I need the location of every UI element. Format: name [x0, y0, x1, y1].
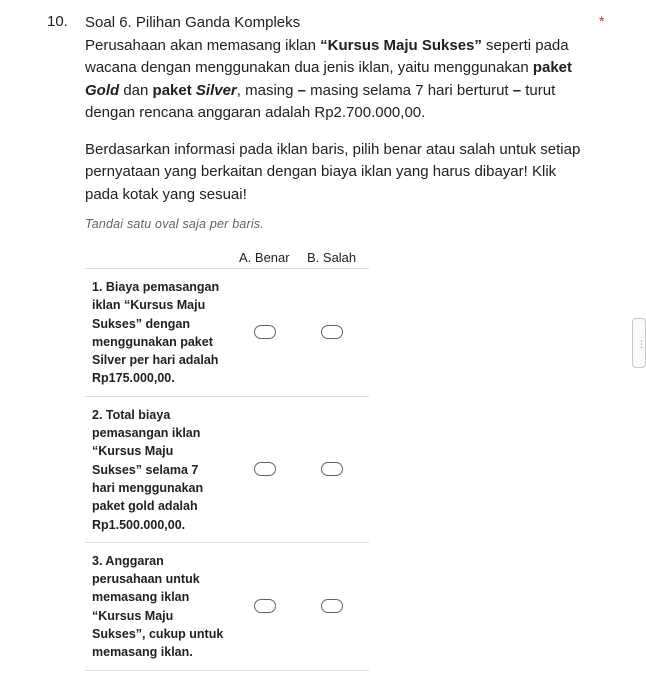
- dots-vertical-icon: ⋮: [637, 339, 646, 349]
- column-header-benar: A. Benar: [239, 250, 290, 265]
- paragraph-run: Perusahaan akan memasang iklan: [85, 36, 321, 54]
- grid-row-label: 2. Total biaya pemasangan iklan “Kursus Maju Sukses” selama 7 hari menggunakan paket gold adalah Rp1.500.000,00.: [92, 407, 204, 532]
- paragraph-run: paket: [152, 81, 196, 99]
- grid-row-label: 1. Biaya pemasangan iklan “Kursus Maju Sukses” dengan menggunakan paket Silver per hari adalah Rp175.000,00.: [92, 280, 220, 386]
- question-hint: Tandai satu oval saja per baris.: [85, 217, 264, 231]
- grid-header: [85, 246, 369, 269]
- radio-row3-salah[interactable]: [321, 599, 343, 613]
- question-paragraph-1: [85, 35, 585, 125]
- radio-row3-benar[interactable]: [254, 599, 276, 613]
- radio-row2-salah[interactable]: [321, 462, 343, 476]
- paragraph-run: seperti pada wacana dengan menggunakan dua jenis iklan, yaitu menggunakan: [85, 36, 569, 76]
- paragraph-run: –: [512, 81, 522, 99]
- paragraph-run: paket: [532, 59, 573, 76]
- paragraph-run: –: [297, 81, 306, 99]
- question-number: 10.: [47, 13, 68, 30]
- paragraph-run: Silver: [195, 81, 237, 99]
- required-mark: *: [599, 13, 605, 29]
- paragraph-run: masing selama 7 hari berturut: [305, 81, 513, 99]
- paragraph-run: , masing: [236, 81, 298, 99]
- grid-row: [85, 543, 369, 671]
- grid-row: [85, 269, 369, 397]
- paragraph-run: “Kursus Maju Sukses”: [320, 36, 482, 54]
- side-panel-handle[interactable]: [632, 318, 646, 368]
- grid-row: [85, 397, 369, 543]
- radio-row1-salah[interactable]: [321, 325, 343, 339]
- paragraph-run: turut dengan rencana anggaran adalah Rp2.700.000,00.: [85, 81, 556, 121]
- question-title: Soal 6. Pilihan Ganda Kompleks: [85, 14, 301, 31]
- column-header-salah: B. Salah: [307, 250, 357, 265]
- radio-row2-benar[interactable]: [254, 462, 276, 476]
- paragraph-run: dan: [119, 81, 153, 99]
- grid-row-label: 3. Anggaran perusahaan untuk memasang iklan “Kursus Maju Sukses”, cukup untuk memasang iklan.: [92, 553, 224, 660]
- radio-row1-benar[interactable]: [254, 325, 276, 339]
- paragraph-run: Gold: [85, 81, 120, 99]
- choice-grid: [85, 246, 369, 671]
- question-paragraph-2: Berdasarkan informasi pada iklan baris, pilih benar atau salah untuk setiap pernyataan yang berkaitan dengan biaya iklan yang harus dibayar! Klik pada kotak yang sesuai!: [85, 140, 581, 203]
- question-body: [85, 12, 585, 206]
